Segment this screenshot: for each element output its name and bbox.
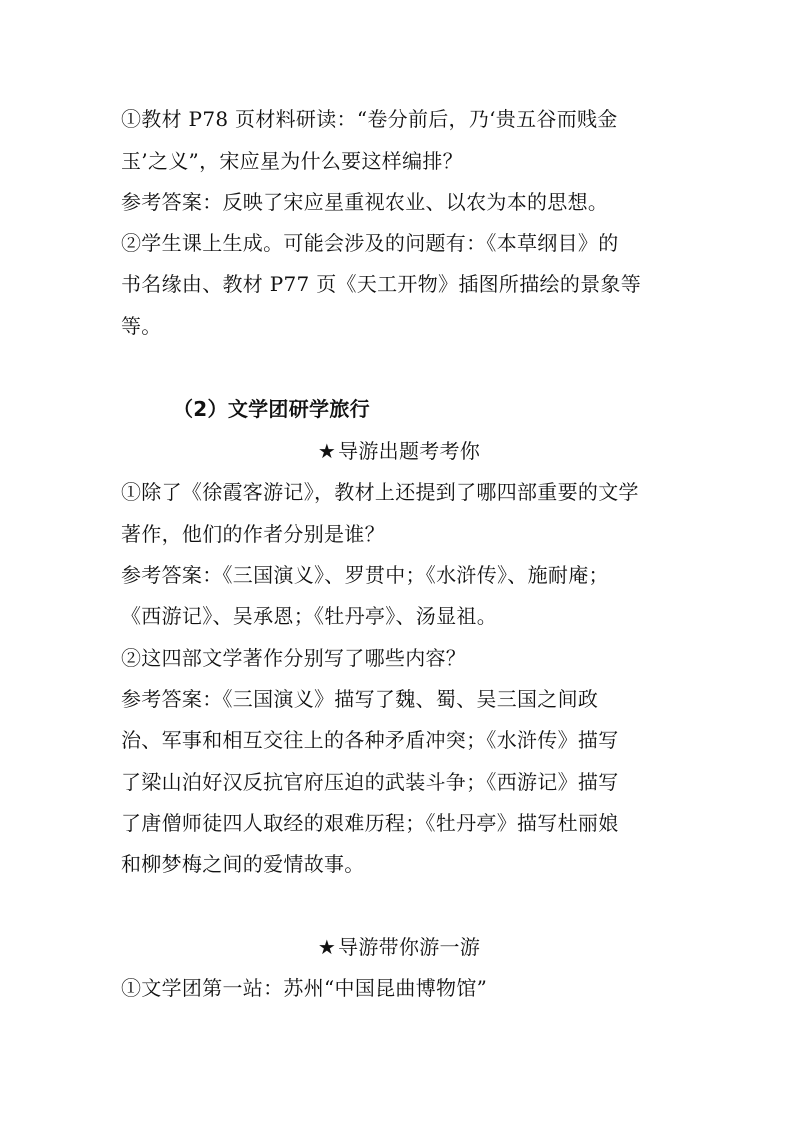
literature-answer-1-line-2: 《西游记》、吴承恩；《牡丹亭》、汤显祖。 — [121, 604, 497, 628]
section-heading: （2）文学团研学旅行 — [173, 397, 370, 421]
literature-question-1-line-1: ①除了《徐霞客游记》，教材上还提到了哪四部重要的文学 — [121, 480, 639, 504]
literature-answer-2-line-1: 参考答案：《三国演义》描写了魏、蜀、吴三国之间政 — [121, 687, 599, 711]
subheading-tour — [0, 933, 794, 961]
literature-answer-2-line-3: 了梁山泊好汉反抗官府压迫的武装斗争；《西游记》描写 — [121, 770, 619, 794]
subheading-quiz — [0, 437, 794, 465]
question-2-line-2: 书名缘由、教材 P77 页《天工开物》插图所描绘的景象等 — [121, 272, 642, 296]
literature-answer-2-line-5: 和柳梦梅之间的爱情故事。 — [121, 852, 365, 876]
literature-answer-2-line-4: 了唐僧师徒四人取经的艰难历程；《牡丹亭》描写杜丽娘 — [121, 811, 619, 835]
literature-answer-1-line-1: 参考答案：《三国演义》、罗贯中；《水浒传》、施耐庵； — [121, 563, 609, 587]
answer-1: 参考答案：反映了宋应星重视农业、以农为本的思想。 — [121, 190, 609, 214]
literature-question-2: ②这四部文学著作分别写了哪些内容？ — [121, 646, 467, 670]
subheading-tour-title: 导游带你游一游 — [338, 935, 481, 959]
star-icon: ★ — [317, 439, 337, 463]
subheading-quiz-title: 导游出题考考你 — [338, 439, 481, 463]
question-1-line-2: 玉’之义”，宋应星为什么要这样编排？ — [121, 149, 463, 173]
star-icon: ★ — [317, 935, 337, 959]
literature-answer-2-line-2: 治、军事和相互交往上的各种矛盾冲突；《水浒传》描写 — [121, 728, 619, 752]
question-2-line-3: 等。 — [121, 314, 162, 338]
question-1-line-1: ①教材 P78 页材料研读：“卷分前后，乃‘贵五谷而贱金 — [121, 107, 618, 131]
literature-question-1-line-2: 著作，他们的作者分别是谁？ — [121, 522, 385, 546]
tour-stop-1: ①文学团第一站：苏州“中国昆曲博物馆” — [121, 976, 488, 1000]
question-2-line-1: ②学生课上生成。可能会涉及的问题有：《本草纲目》的 — [121, 231, 619, 255]
